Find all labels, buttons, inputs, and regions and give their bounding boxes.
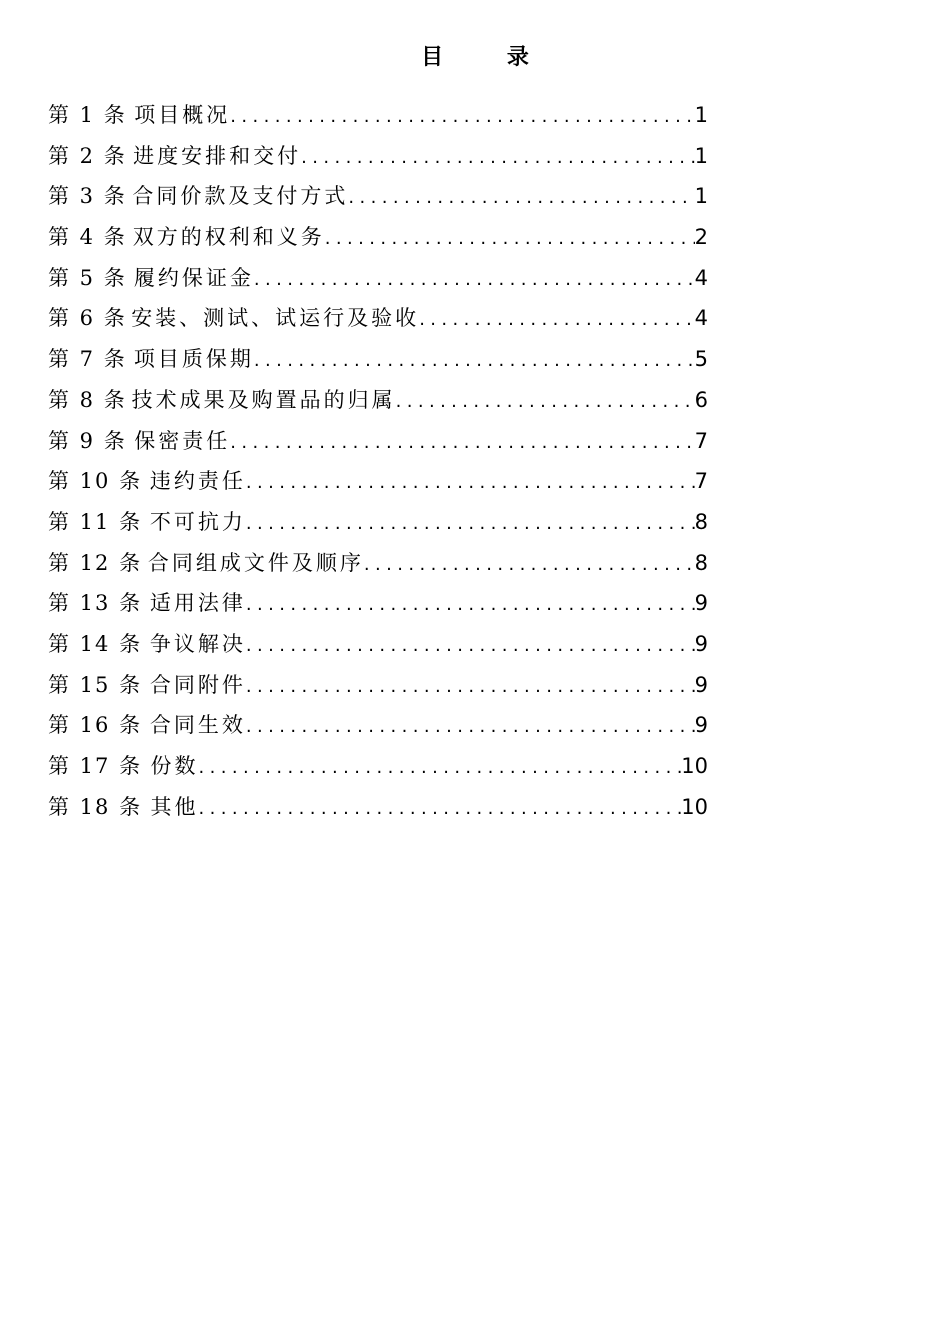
toc-entry-page: 1 — [694, 184, 708, 209]
toc-entry-text: 安装、测试、试运行及验收 — [131, 306, 420, 331]
toc-entry-page: 10 — [681, 754, 708, 778]
toc-entry-leader — [199, 789, 682, 828]
toc-entry-leader — [246, 504, 695, 543]
toc-entry-text: 双方的权利和义务 — [132, 225, 325, 250]
toc-entry[interactable] — [48, 461, 708, 502]
toc-entry-leader — [246, 667, 695, 706]
toc-entry-text: 不可抗力 — [149, 509, 246, 534]
toc-entry-text: 适用法律 — [149, 591, 246, 616]
toc-entry-text: 项目质保期 — [133, 347, 254, 372]
toc-entry-page: 5 — [694, 347, 708, 372]
toc-entry-page: 4 — [694, 306, 708, 331]
toc-entry-number: 第 3 条 — [48, 184, 127, 209]
toc-entry-leader — [199, 748, 682, 787]
toc-entry-text: 进度安排和交付 — [133, 143, 302, 168]
toc-entry-number: 第 6 条 — [48, 306, 127, 331]
toc-entry-page: 8 — [694, 509, 708, 534]
toc-entry-text: 合同价款及支付方式 — [132, 184, 349, 209]
toc-entry[interactable] — [48, 746, 708, 787]
toc-entry[interactable] — [48, 583, 708, 624]
toc-entry[interactable] — [48, 258, 708, 299]
toc-entry-page: 9 — [694, 713, 708, 738]
toc-entry-leader — [246, 707, 695, 746]
toc-entry-page: 6 — [694, 387, 708, 412]
toc-entry-text: 保密责任 — [134, 428, 231, 453]
toc-entry-leader — [246, 585, 695, 624]
toc-entry-text: 合同附件 — [149, 672, 246, 697]
toc-entry-number: 第 12 条 — [48, 550, 143, 575]
toc-entry-leader — [254, 341, 695, 380]
toc-entry[interactable] — [48, 543, 708, 584]
toc-entry[interactable] — [48, 217, 708, 258]
toc-entry-number: 第 16 条 — [48, 713, 143, 738]
toc-entry-text: 其他 — [150, 794, 199, 819]
toc-entry-text: 项目概况 — [134, 103, 231, 127]
toc-entry-number: 第 9 条 — [48, 428, 127, 453]
toc-entry-page: 10 — [681, 794, 708, 819]
toc-entry-leader — [246, 463, 695, 502]
toc-entry-page: 1 — [694, 143, 708, 168]
toc-entry-leader — [396, 382, 695, 421]
toc-entry-leader — [348, 178, 694, 217]
toc-entry-leader — [246, 626, 695, 665]
toc-entry[interactable] — [48, 624, 708, 665]
toc-entry-number: 第 18 条 — [48, 794, 143, 819]
toc-entry[interactable] — [48, 298, 708, 339]
toc-entry-number: 第 10 条 — [48, 469, 143, 494]
toc-entry-leader — [230, 423, 694, 462]
toc-entry-number: 第 17 条 — [48, 754, 143, 778]
toc-entry-page: 1 — [694, 103, 708, 127]
toc-entry-text: 争议解决 — [149, 631, 246, 656]
toc-entry[interactable] — [48, 95, 708, 136]
toc-entry-number: 第 2 条 — [48, 143, 127, 168]
toc-entry[interactable] — [48, 176, 708, 217]
toc-entry-leader — [419, 300, 694, 339]
toc-entry[interactable] — [48, 665, 708, 706]
toc-entry-text: 履约保证金 — [133, 265, 254, 290]
toc-entry-leader — [254, 260, 695, 299]
toc-entry-number: 第 7 条 — [48, 347, 127, 372]
toc-entry-leader — [364, 545, 695, 584]
toc-entry-leader — [230, 97, 694, 136]
toc-entry-number: 第 4 条 — [48, 225, 127, 250]
toc-title: 目 录 — [421, 45, 557, 70]
toc-entry-number: 第 5 条 — [48, 265, 127, 290]
toc-entry-page: 7 — [694, 469, 708, 494]
toc-entry-text: 违约责任 — [149, 469, 246, 494]
toc-entry[interactable] — [48, 787, 708, 828]
toc-list — [48, 95, 708, 827]
toc-entry-text: 合同生效 — [149, 713, 246, 738]
toc-entry-number: 第 13 条 — [48, 591, 143, 616]
toc-entry-leader — [325, 219, 695, 258]
toc-entry-text: 份数 — [150, 754, 199, 778]
toc-entry-number: 第 11 条 — [48, 509, 143, 534]
toc-entry[interactable] — [48, 705, 708, 746]
toc-entry-text: 合同组成文件及顺序 — [147, 550, 364, 575]
toc-entry-page: 7 — [694, 428, 708, 453]
toc-entry[interactable] — [48, 380, 708, 421]
toc-entry-leader — [301, 138, 695, 177]
toc-entry-page: 4 — [694, 265, 708, 290]
toc-entry-page: 9 — [694, 591, 708, 616]
toc-entry[interactable] — [48, 339, 708, 380]
toc-entry-page: 2 — [694, 225, 708, 250]
toc-entry-page: 9 — [694, 631, 708, 656]
toc-entry-number: 第 15 条 — [48, 672, 143, 697]
toc-entry-number: 第 1 条 — [48, 103, 127, 127]
toc-entry-page: 9 — [694, 672, 708, 697]
toc-entry-number: 第 8 条 — [48, 387, 127, 412]
toc-entry-page: 8 — [694, 550, 708, 575]
toc-entry[interactable] — [48, 136, 708, 177]
toc-entry[interactable] — [48, 502, 708, 543]
toc-entry-text: 技术成果及购置品的归属 — [131, 387, 396, 412]
toc-entry[interactable] — [48, 421, 708, 462]
toc-entry-number: 第 14 条 — [48, 631, 143, 656]
